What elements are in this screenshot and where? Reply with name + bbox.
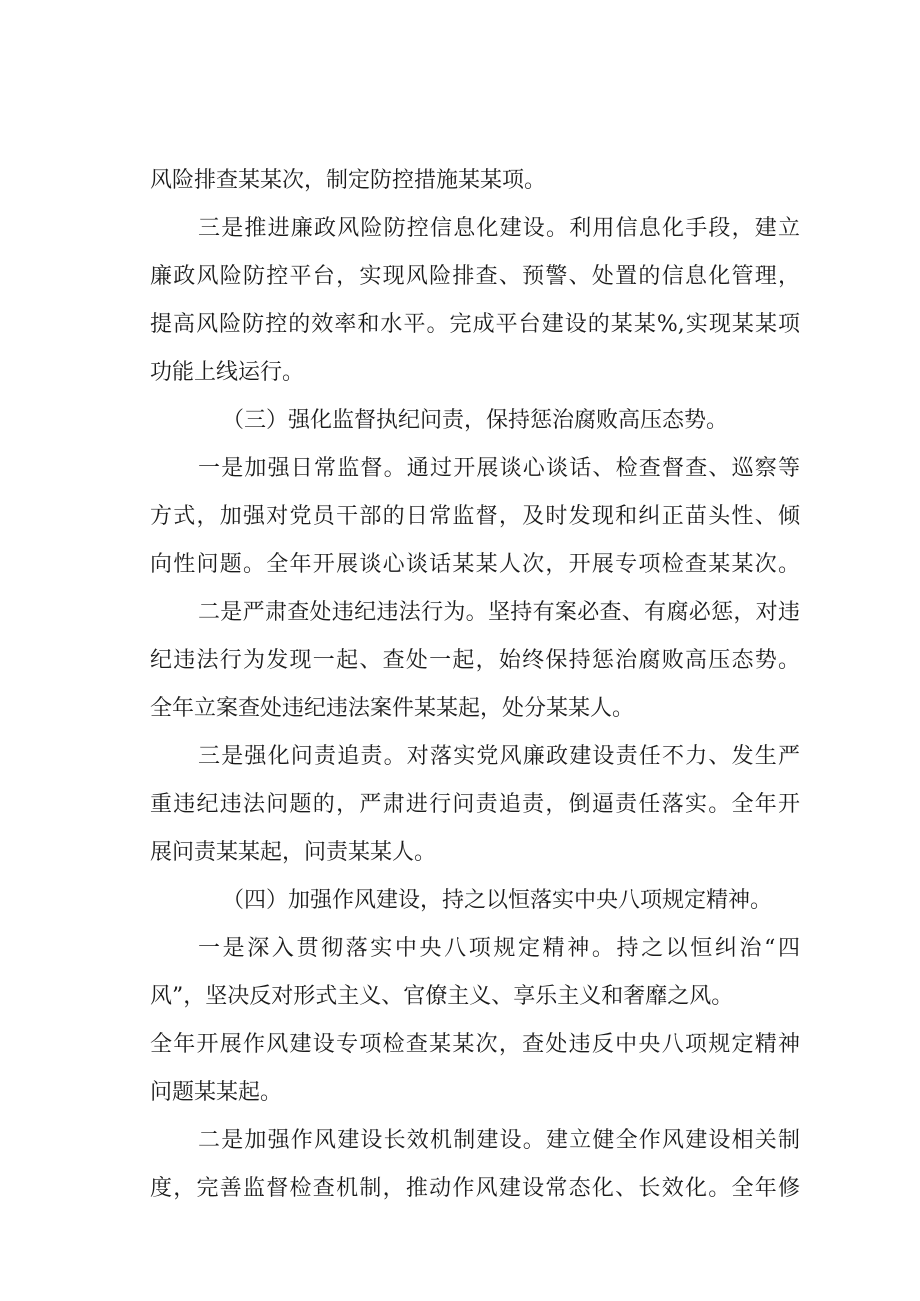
paragraph-line: 一是深入贯彻落实中央八项规定精神。持之以恒纠治“四: [198, 936, 800, 961]
paragraph-line: 问题某某起。: [150, 1080, 283, 1105]
paragraph-line: 全年开展作风建设专项检查某某次，查处违反中央八项规定精神: [150, 1032, 800, 1057]
paragraph-line: 纪违法行为发现一起、查处一起，始终保持惩治腐败高压态势。: [150, 648, 800, 673]
body-text: [150, 157, 800, 1213]
paragraph-line: 三是强化问责追责。对落实党风廉政建设责任不力、发生严: [198, 744, 800, 769]
paragraph-line: 二是严肃查处违纪违法行为。坚持有案必查、有腐必惩，对违: [198, 600, 800, 625]
paragraph-line: 廉政风险防控平台，实现风险排查、预警、处置的信息化管理，: [150, 264, 800, 289]
paragraph-line: 方式，加强对党员干部的日常监督，及时发现和纠正苗头性、倾: [150, 504, 800, 529]
section-heading: （三）强化监督执纪问责，保持惩治腐败高压态势。: [222, 408, 729, 433]
paragraph-line: 三是推进廉政风险防控信息化建设。利用信息化手段，建立: [198, 216, 800, 241]
paragraph-line: 全年立案查处违纪违法案件某某起，处分某某人。: [150, 696, 635, 721]
paragraph-line: 度，完善监督检查机制，推动作风建设常态化、长效化。全年修: [150, 1176, 800, 1201]
paragraph-line: 功能上线运行。: [150, 360, 305, 385]
section-heading: （四）加强作风建设，持之以恒落实中央八项规定精神。: [222, 888, 773, 913]
paragraph-line: 风”，坚决反对形式主义、官僚主义、享乐主义和奢靡之风。: [150, 984, 734, 1009]
paragraph-line: 风险排查某某次，制定防控措施某某项。: [150, 168, 547, 193]
paragraph-line: 向性问题。全年开展谈心谈话某某人次，开展专项检查某某次。: [150, 552, 800, 577]
paragraph-line: 一是加强日常监督。通过开展谈心谈话、检查督查、巡察等: [198, 456, 800, 481]
paragraph-line: 重违纪违法问题的，严肃进行问责追责，倒逼责任落实。全年开: [150, 792, 800, 817]
paragraph-line: 提高风险防控的效率和水平。完成平台建设的某某%,实现某某项: [150, 312, 800, 337]
paragraph-line: 展问责某某起，问责某某人。: [150, 840, 437, 865]
paragraph-line: 二是加强作风建设长效机制建设。建立健全作风建设相关制: [198, 1128, 800, 1153]
